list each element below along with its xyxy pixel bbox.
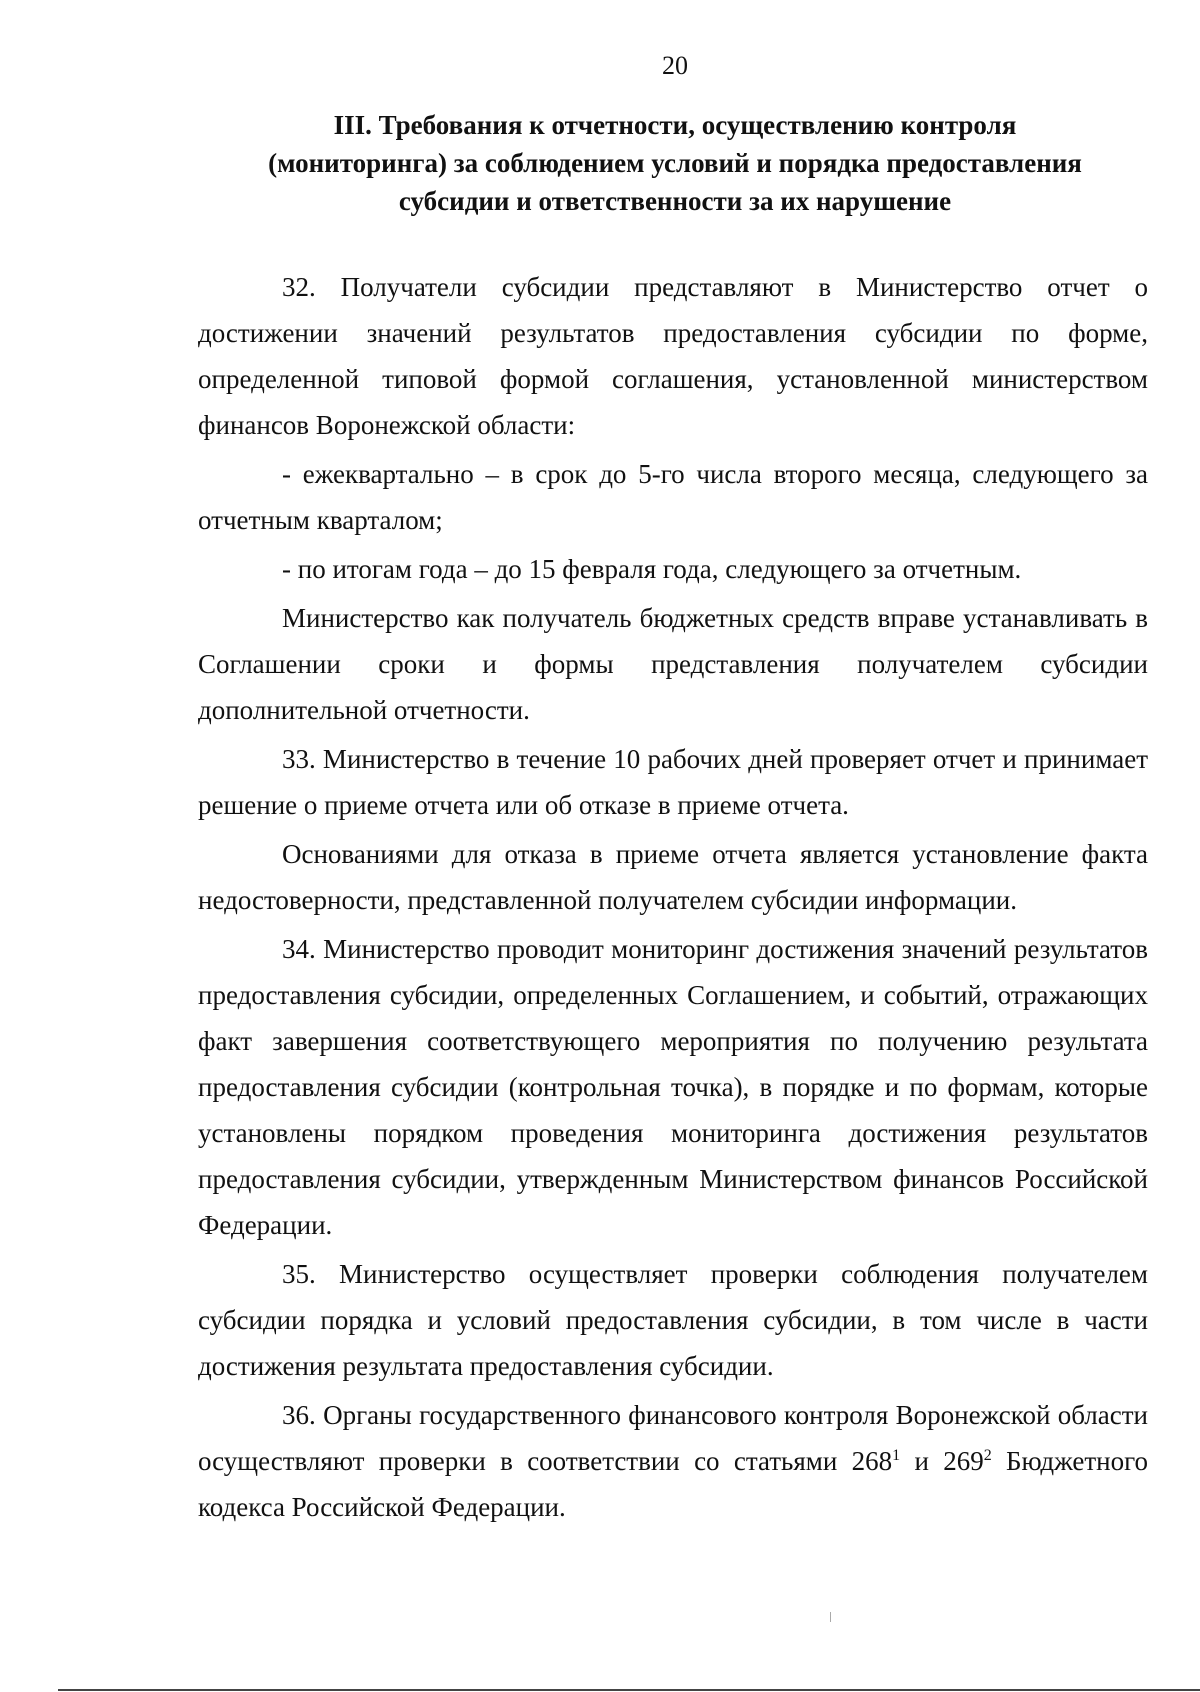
paragraph-32: 32. Получатели субсидии представляют в Министерство отчет о достижении значений результатов предоставления субсидии по форме, определенной типовой формой соглашения, установленной министерством финансов Воронежской области: [198,272,1148,440]
paragraph-34: 34. Министерство проводит мониторинг достижения значений результатов предоставления субсидии, определенных Соглашением, и событий, отражающих факт завершения соответствующего мероприятия по получению результата предоставления субсидии (контрольная точка), в порядке и по формам, которые установлены порядком проведения мониторинга достижения результатов предоставления субсидии, утвержденным Министерством финансов Российской Федерации. [198,934,1148,1240]
paragraph-35: 35. Министерство осуществляет проверки соблюдения получателем субсидии порядка и условий предоставления субсидии, в том числе в части достижения результата предоставления субсидии. [198,1259,1148,1381]
paragraph-36 [198,1392,1148,1530]
paragraph-36-text-end: Бюджетного кодекса Российской Федерации. [198,1446,1149,1522]
page-number: 20 [662,51,688,80]
document-body [198,264,1148,1533]
article-268-superscript: 1 [892,1447,901,1464]
page-bottom-border [58,1689,1200,1691]
paragraph-36-text-middle: и 269 [900,1446,984,1476]
paragraph-33-grounds: Основаниями для отказа в приеме отчета является установление факта недостоверности, представленной получателем субсидии информации. [198,839,1148,915]
section-heading-line-3: субсидии и ответственности за их нарушение [398,186,952,216]
paragraph-32-quarterly: - ежеквартально – в срок до 5-го числа второго месяца, следующего за отчетным кварталом; [198,459,1148,535]
paragraph-32-yearly: - по итогам года – до 15 февраля года, следующего за отчетным. [282,554,1022,584]
section-heading [225,106,1125,220]
section-heading-line-2: (мониторинга) за соблюдением условий и порядка предоставления [268,148,1082,178]
paragraph-32-additional: Министерство как получатель бюджетных средств вправе устанавливать в Соглашении сроки и формы представления получателем субсидии дополнительной отчетности. [198,603,1148,725]
section-heading-line-1: III. Требования к отчетности, осуществлению контроля [333,110,1017,140]
paragraph-36-text-start: 36. Органы государственного финансового контроля Воронежской области осуществляют проверки в соответствии со статьями 268 [198,1400,1148,1476]
paragraph-33: 33. Министерство в течение 10 рабочих дней проверяет отчет и принимает решение о приеме отчета или об отказе в приеме отчета. [198,744,1148,820]
article-269-superscript: 2 [983,1447,992,1464]
scan-mark [830,1612,831,1622]
